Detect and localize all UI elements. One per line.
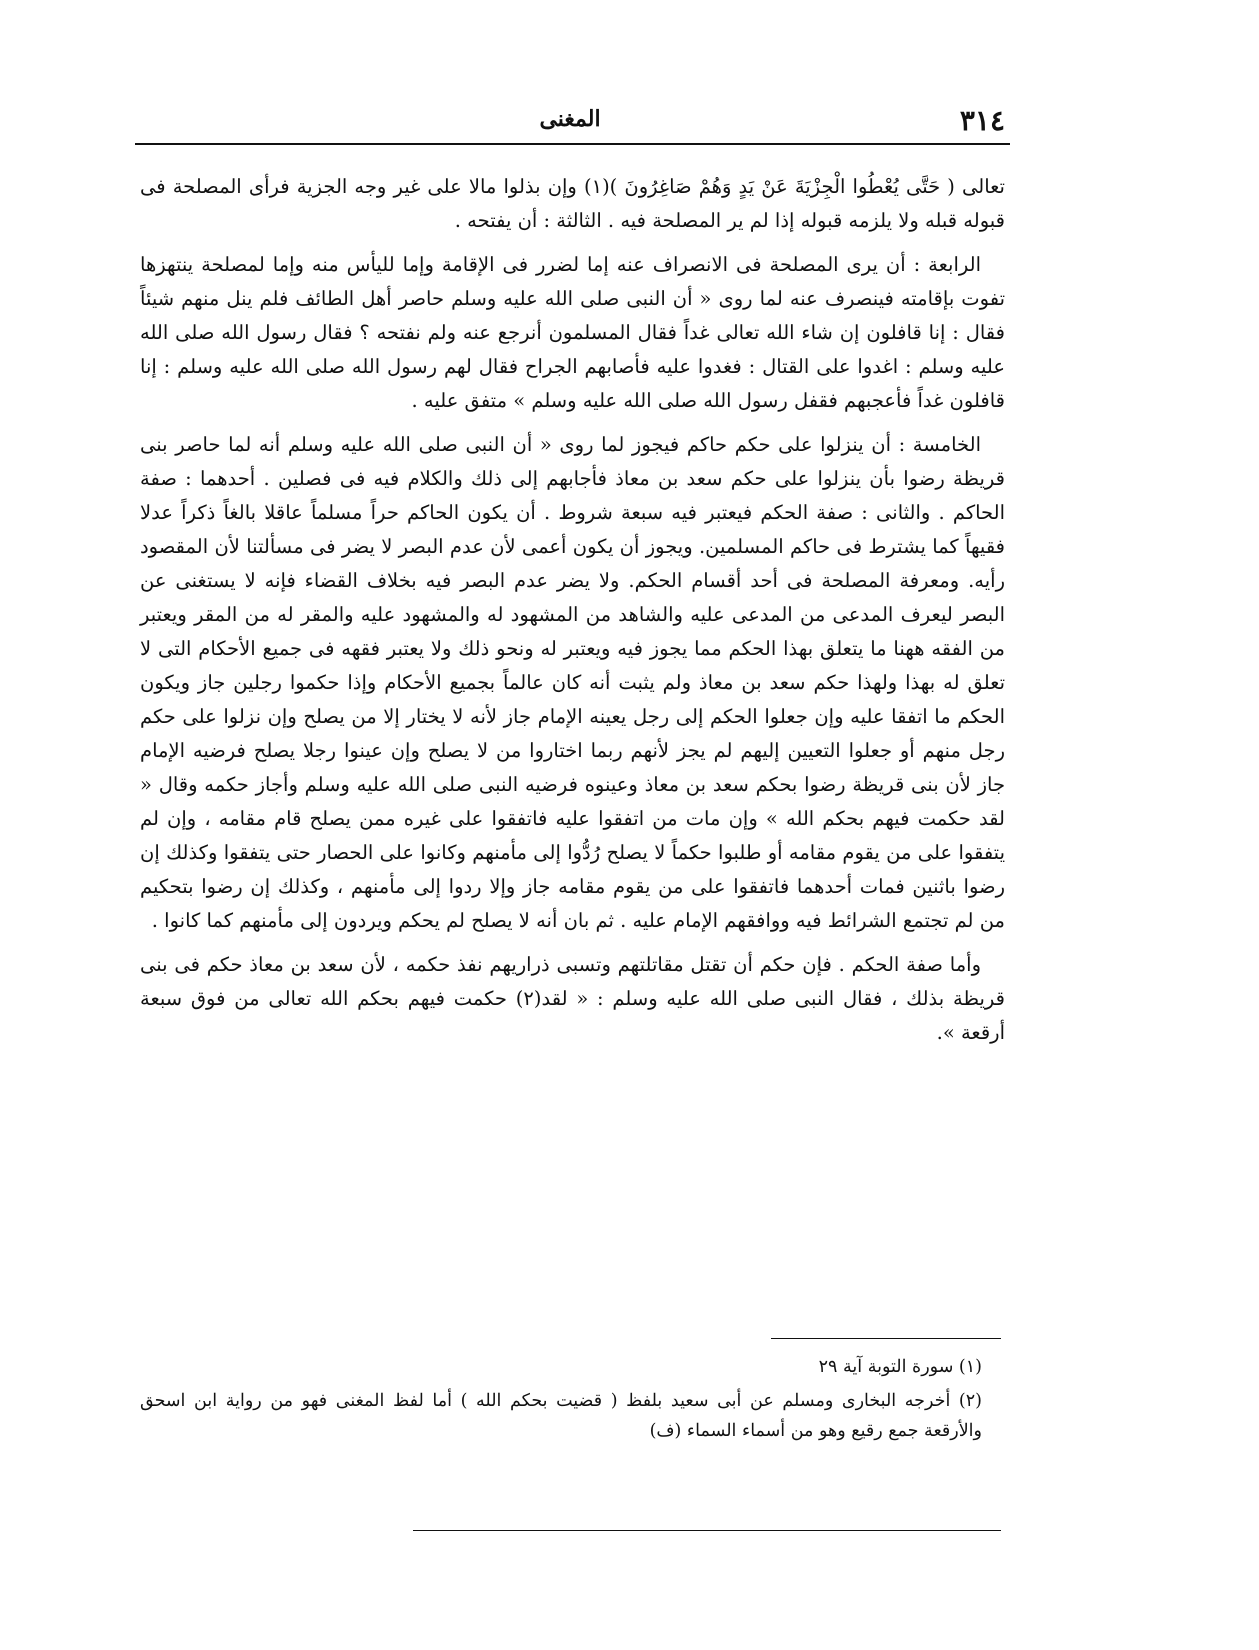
paragraph: تعالى ( حَتَّى يُعْطُوا الْجِزْيَةَ عَنْ يَدٍ وَهُمْ صَاغِرُونَ )(١) وإن بذلوا مالا على غير وجه الجزية فرأى المصلحة فى قبوله قبله ولا يلزمه قبوله إذا لم ير المصلحة فيه . الثالثة : أن يفتحه . [140, 175, 1005, 232]
paragraph: الرابعة : أن يرى المصلحة فى الانصراف عنه إما لضرر فى الإقامة وإما لليأس منه وإما لمصلحة ينتهزها تفوت بإقامته فينصرف عنه لما روى « أن النبى صلى الله عليه وسلم حاصر أهل الطائف فلم ينل منهم شيئاً فقال : إنا قافلون إن شاء الله تعالى غداً فقال المسلمون أنرجع عنه ولم نفتحه ؟ فقال رسول الله صلى الله عليه وسلم : اغدوا على القتال : فغدوا عليه فأصابهم الجراح فقال لهم رسول الله صلى الله عليه وسلم : إنا قافلون غداً فأعجبهم فقفل رسول الله صلى الله عليه وسلم » متفق عليه . [140, 253, 1005, 412]
bottom-rule [413, 1530, 1001, 1531]
paragraph: وأما صفة الحكم . فإن حكم أن تقتل مقاتلتهم وتسبى ذراريهم نفذ حكمه ، لأن سعد بن معاذ حكم فى بنى قريظة بذلك ، فقال النبى صلى الله عليه وسلم : « لقد(٢) حكمت فيهم بحكم الله تعالى من فوق سبعة أرقعة ». [140, 953, 1005, 1044]
footnotes [140, 1352, 1000, 1450]
footnote: (١) سورة التوبة آية ٢٩ [818, 1357, 982, 1377]
page-header [135, 104, 1005, 144]
page-number: ٣١٤ [959, 104, 1005, 137]
main-text [140, 170, 1005, 1060]
running-title: المغنى [539, 106, 601, 132]
footnote-separator [771, 1338, 1001, 1339]
header-rule [135, 143, 1010, 145]
footnote: (٢) أخرجه البخارى ومسلم عن أبى سعيد بلفظ ( قضيت بحكم الله ) أما لفظ المغنى فهو من رواية ابن اسحق والأرقعة جمع رقيع وهو من أسماء السماء (ف) [140, 1391, 982, 1441]
paragraph: الخامسة : أن ينزلوا على حكم حاكم فيجوز لما روى « أن النبى صلى الله عليه وسلم أنه لما حاصر بنى قريظة رضوا بأن ينزلوا على حكم سعد بن معاذ فأجابهم إلى ذلك والكلام فيه فى فصلين . أحدهما : صفة الحاكم . والثانى : صفة الحكم فيعتبر فيه سبعة شروط . أن يكون الحاكم حراً مسلماً عاقلا بالغاً ذكراً عدلا فقيهاً كما يشترط فى حاكم المسلمين. ويجوز أن يكون أعمى لأن عدم البصر لا يضر فى مسألتنا لأن المقصود رأيه. ومعرفة المصلحة فى أحد أقسام الحكم. ولا يضر عدم البصر فيه بخلاف القضاء فإنه لا يستغنى عن البصر ليعرف المدعى من المدعى عليه والشاهد من المشهود له والمشهود عليه والمقر له من المقر ويعتبر من الفقه ههنا ما يتعلق بهذا الحكم مما يجوز فيه ويعتبر له ونحو ذلك ولا يعتبر فقهه فى جميع الأحكام التى لا تعلق له بهذا ولهذا حكم سعد بن معاذ ولم يثبت أنه كان عالماً بجميع الأحكام وإذا حكموا رجلين جاز ويكون الحكم ما اتفقا عليه وإن جعلوا الحكم إلى رجل يعينه الإمام جاز لأنه لا يختار إلا من يصلح وإن نزلوا على حكم رجل منهم أو جعلوا التعيين إليهم لم يجز لأنهم ربما اختاروا من لا يصلح وإن عينوا رجلا يصلح فرضيه الإمام جاز لأن بنى قريظة رضوا بحكم سعد بن معاذ وعينوه فرضيه النبى صلى الله عليه وسلم وأجاز حكمه وقال « لقد حكمت فيهم بحكم الله » وإن مات من اتفقوا عليه فاتفقوا على غيره ممن يصلح قام مقامه ، وإن لم يتفقوا على من يقوم مقامه أو طلبوا حكماً لا يصلح رُدُّوا إلى مأمنهم وكانوا على الحصار حتى يتفقوا وكذلك إن رضوا باثنين فمات أحدهما فاتفقوا على من يقوم مقامه جاز وإلا ردوا إلى مأمنهم ، وكذلك إن رضوا بتحكيم من لم تجتمع الشرائط فيه ووافقهم الإمام عليه . ثم بان أنه لا يصلح لم يحكم ويردون إلى مأمنهم كما كانوا . [140, 433, 1005, 932]
